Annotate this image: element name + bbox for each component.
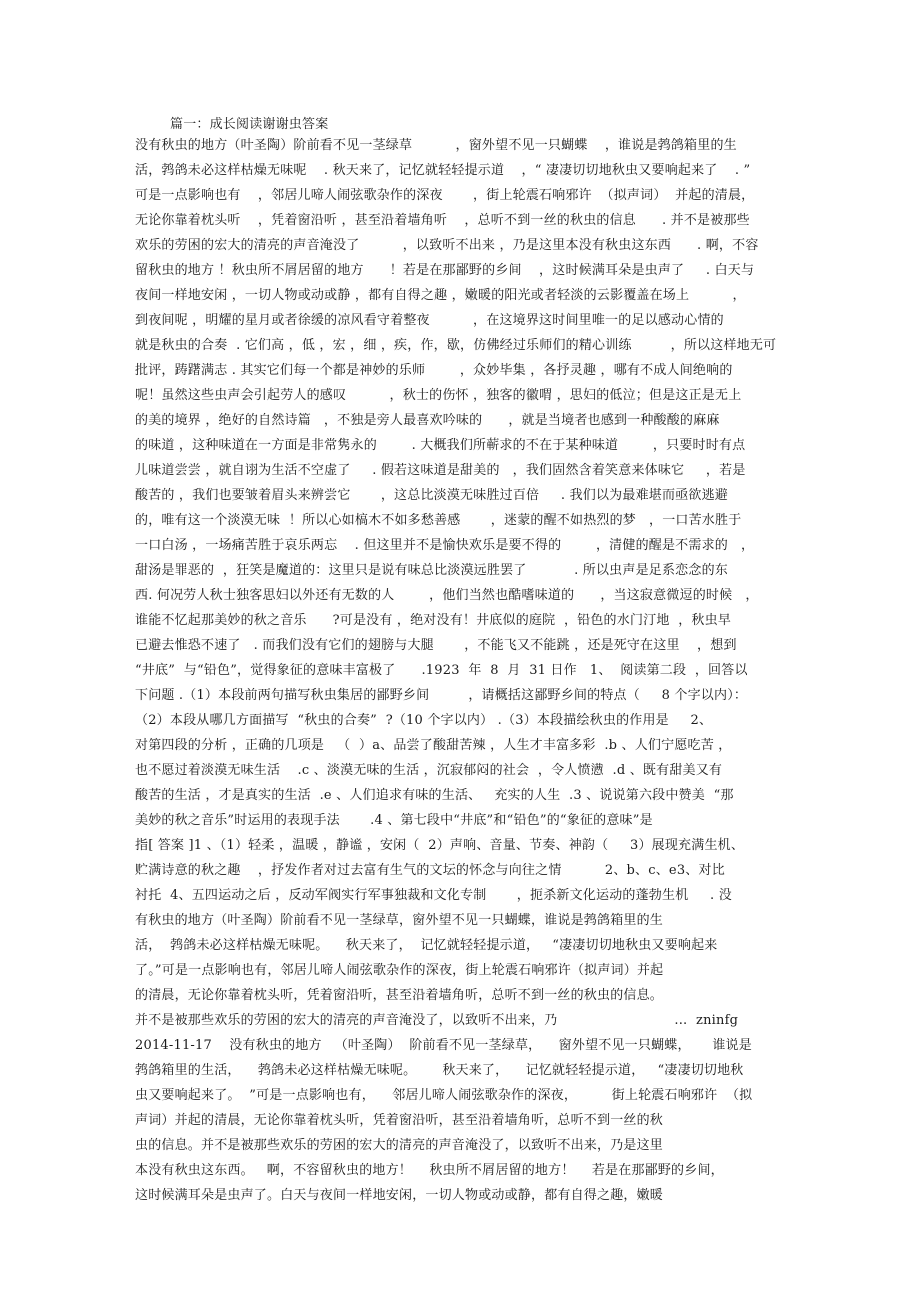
- body-line: 没有秋虫的地方（叶圣陶）阶前看不见一茎绿草 ，窗外望不见一只蝴蝶 ，谁说是鹁鸽箱里的生: [135, 138, 737, 153]
- body-line: 鹁鸽箱里的生活， 鹁鸽未必这样枯燥无味呢。 秋天来了， 记忆就轻轻提示道， “凄凄切切地秋: [135, 1063, 744, 1078]
- body-line: 的清晨，无论你靠着枕头听，凭着窗沿听，甚至沿着墙角听，总听不到一丝的秋虫的信息。: [135, 988, 664, 1003]
- body-line: 的美的境界 ，绝好的自然诗篇 ，不独是旁人最喜欢吟味的 ，就是当境者也感到一种酸酸的麻麻: [135, 413, 720, 428]
- body-line: 酸苦的 ，我们也要皱着眉头来辨尝它 ，这总比淡漠无味胜过百倍 . 我们以为最难堪而亟欲逃避: [135, 488, 728, 503]
- body-line: 到夜间呢 ，明耀的星月或者徐缓的凉风看守着整夜 ，在这境界这时间里唯一的足以感动心情的: [135, 313, 724, 328]
- body-line: 酸苦的生活 ，才是真实的生活 .e 、人们追求有味的生活、 充实的人生 .3 、说说第六段中赞美 “那: [135, 788, 734, 803]
- body-line: 对第四段的分析 ，正确的几项是 （ ）a、品尝了酸甜苦辣 ，人生才丰富多彩 .b 、人们宁愿吃苦 ，: [135, 738, 732, 753]
- body-line: 西. 何况劳人秋士独客思妇以外还有无数的人 ，他们当然也酷嗜味道的 ，当这寂意微逗的时候 ，: [135, 588, 759, 603]
- body-line: 就是秋虫的合奏 . 它们高 ，低 ，宏 ，细 ，疾，作，歇，仿佛经过乐师们的精心训练 ，所以这样地无可: [135, 338, 777, 353]
- body-line: 活， 鹁鸽未必这样枯燥无味呢。 秋天来了， 记忆就轻轻提示道， “凄凄切切地秋虫又要响起来: [135, 938, 718, 953]
- body-line: 儿味道尝尝 ，就自诩为生活不空虚了 . 假若这味道是甜美的 ，我们固然含着笑意来体味它 ，若是: [135, 463, 746, 478]
- body-line: 声词）并起的清晨，无论你靠着枕头听，凭着窗沿听，甚至沿着墙角听，总听不到一丝的秋: [135, 1113, 664, 1128]
- body-line: 无论你靠着枕头听 ，凭着窗沿听 ，甚至沿着墙角听 ，总听不到一丝的秋虫的信息 . 并不是被那些: [135, 213, 750, 228]
- body-line: 的味道 ，这种味道在一方面是非常隽永的 . 大概我们所蕲求的不在于某种味道 ，只要时时有点: [135, 438, 746, 453]
- body-line: 这时候满耳朵是虫声了。白天与夜间一样地安闲，一切人物或动或静，都有自得之趣，嫩暖: [135, 1188, 664, 1203]
- body-line: 2014-11-17 没有秋虫的地方 （叶圣陶） 阶前看不见一茎绿草， 窗外望不见一只蝴蝶， 谁说是: [135, 1038, 752, 1053]
- body-line: 并不是被那些欢乐的劳困的宏大的清亮的声音淹没了，以致听不出来，乃 ... zninfg: [135, 1013, 739, 1028]
- body-line: 已避去惟恐不速了 . 而我们没有它们的翅膀与大腿 ，不能飞又不能跳 ，还是死守在这里 ，想到: [135, 638, 737, 653]
- body-line: 谁能不忆起那美妙的秋之音乐 ?可是没有 ，绝对没有！井底似的庭院 ，铅色的水门汀地 ，秋虫早: [135, 613, 732, 628]
- body-line: 虫又要响起来了。 ”可是一点影响也有， 邻居儿啼人闹弦歌杂作的深夜， 街上轮震石响邪许 （拟: [135, 1088, 753, 1103]
- body-line: 衬托 4、五四运动之后 ，反动军阀实行军事独裁和文化专制 ，扼杀新文化运动的蓬勃生机 . 没: [135, 888, 732, 903]
- body-line: “井底” 与“铅色”，觉得象征的意味丰富极了 .1923 年 8 月 31 日作 1、 阅读第二段 ，回答以: [135, 663, 748, 678]
- body-line: 甜汤是罪恶的 ，狂笑是魔道的：这里只是说有味总比淡漠远胜罢了 . 所以虫声是足系恋念的东: [135, 563, 728, 578]
- body-line: 的，唯有这一个淡漠无味 ！所以心如槁木不如多愁善感 ，迷蒙的醒不如热烈的梦 ，一口苦水胜于: [135, 513, 742, 528]
- body-line: 活，鹁鸽未必这样枯燥无味呢 . 秋天来了，记忆就轻轻提示道 ，“ 凄凄切切地秋虫又要响起来了 . ”: [135, 163, 751, 178]
- body-line: 欢乐的劳困的宏大的清亮的声音淹没了 ，以致听不出来 ，乃是这里本没有秋虫这东西 . 啊，不容: [135, 238, 759, 253]
- body-line: 下问题 .（1）本段前两句描写秋虫集居的鄙野乡间 ，请概括这鄙野乡间的特点（ 8 个字以内）：: [135, 688, 748, 703]
- body-line: 批评，踌躇满志 . 其实它们每一个都是神妙的乐师 ，众妙毕集 ，各抒灵趣 ，哪有不成人间绝响的: [135, 363, 733, 378]
- body-line: 可是一点影响也有 ，邻居儿啼人闹弦歌杂作的深夜 ，街上轮震石响邪许 （拟声词） 并起的清晨，: [135, 188, 755, 203]
- body-line: 贮满诗意的秋之趣 ，抒发作者对过去富有生气的文坛的怀念与向往之情 2、b、c、e3、对比: [135, 863, 725, 878]
- body-line: 一口白汤 ，一场痛苦胜于哀乐两忘 . 但这里并不是愉快欢乐是要不得的 ，清健的醒是不需求的 ，: [135, 538, 755, 553]
- body-line: 了。”可是一点影响也有，邻居儿啼人闹弦歌杂作的深夜，街上轮震石响邪许（拟声词）并起: [135, 963, 664, 978]
- body-line: 呢！虽然这些虫声会引起劳人的感叹 ，秋士的伤怀 ，独客的徽喟 ，思妇的低泣；但是这正是无上: [135, 388, 742, 403]
- body-line: 虫的信息。并不是被那些欢乐的劳困的宏大的清亮的声音淹没了，以致听不出来，乃是这里: [135, 1138, 664, 1153]
- body-line: （2）本段从哪几方面描写 “秋虫的合奏” ?（10 个字以内） .（3）本段描绘秋虫的作用是 2、: [135, 713, 713, 728]
- body-line: 夜间一样地安闲 ，一切人物或动或静 ，都有自得之趣 ，嫩暖的阳光或者轻淡的云影覆盖在场上 ，: [135, 288, 746, 303]
- body-line: 也不愿过着淡漠无味生活 .c 、淡漠无味的生活 ，沉寂郁闷的社会 ，令人愤懑 .d 、既有甜美又有: [135, 763, 723, 778]
- body-line: 美妙的秋之音乐”时运用的表现手法 .4 、第七段中“井底”和“铅色”的“象征的意味”是: [135, 813, 653, 828]
- body-line: 留秋虫的地方 ！秋虫所不屑居留的地方 ！若是在那鄙野的乡间 ，这时候满耳朵是虫声了 . 白天与: [135, 263, 755, 278]
- body-line: 指[ 答案 ]1 、（1）轻柔 ，温暖 ，静谧 ，安闲（ 2）声响、音量、节奏、神韵（ 3）展现充满生机、: [135, 838, 745, 853]
- document-title: 篇一：成长阅读谢谢虫答案: [170, 117, 329, 132]
- body-line: 本没有秋虫这东西。 啊，不容留秋虫的地方！ 秋虫所不屑居留的地方！ 若是在那鄙野的乡间，: [135, 1163, 724, 1178]
- body-line: 有秋虫的地方（叶圣陶）阶前看不见一茎绿草，窗外望不见一只蝴蝶，谁说是鹁鸽箱里的生: [135, 913, 664, 928]
